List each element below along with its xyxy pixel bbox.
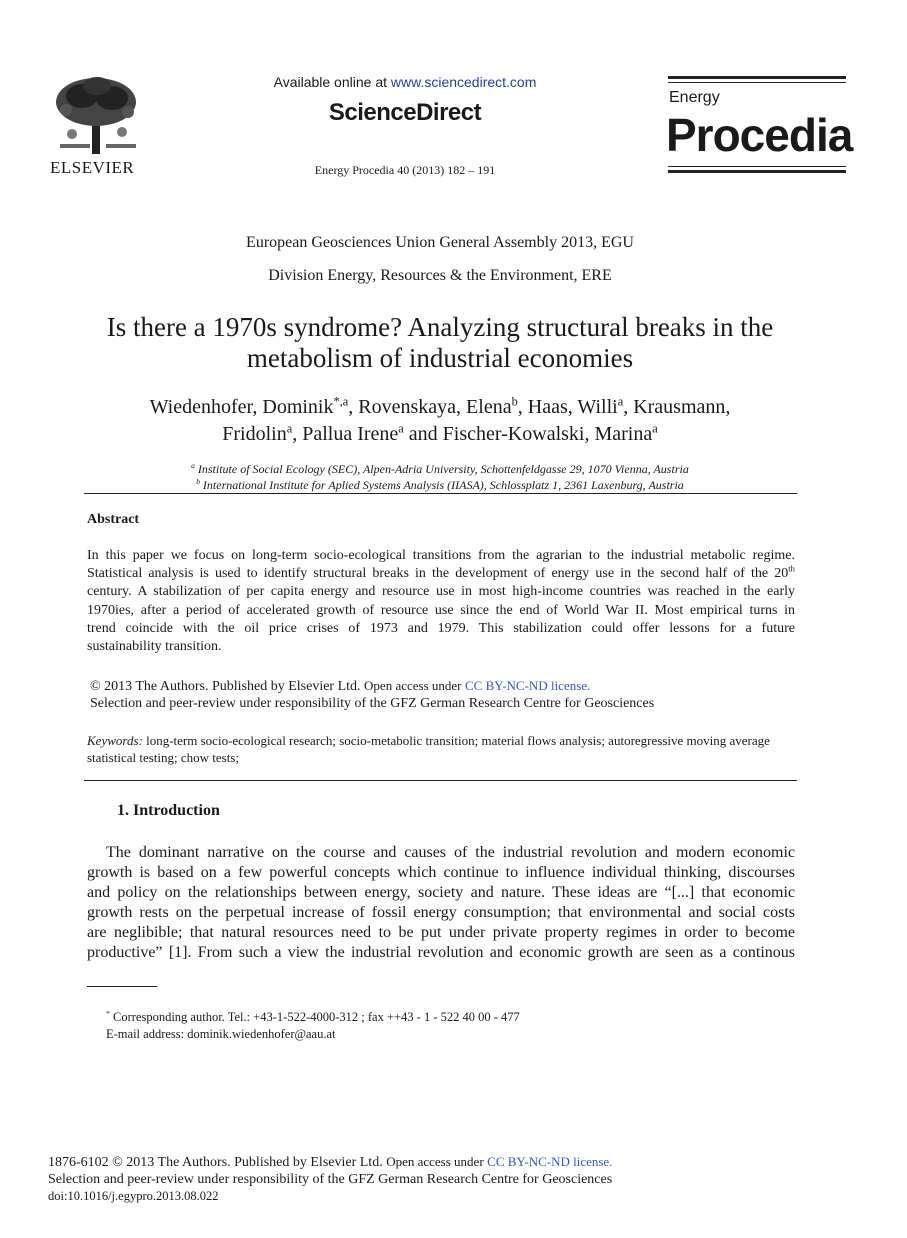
footnote-divider (87, 986, 157, 987)
abstract-line: trend coincide with the oil price crises of 1973 and 1979. This stabilization could offer lessons for a future (87, 620, 795, 636)
author-name: Pallua Irene (302, 423, 399, 445)
keywords-line-2: statistical testing; chow tests; (87, 749, 240, 765)
citation: Energy Procedia 40 (2013) 182 – 191 (314, 163, 496, 177)
author-name: Rovenskaya, Elena (358, 396, 512, 418)
paragraph-line: productive” [1]. From such a view the industrial revolution and economic growth are seen as a continous (87, 944, 795, 961)
author-line-2: Fridolin$^a$, Pallua Irene$^a$ and Fischer-Kowalski, Marina$^a$ (222, 421, 658, 445)
author-affiliation-marker: a (398, 421, 404, 436)
author-affiliation-marker: *,a (333, 394, 349, 409)
copyright-text: © 2013 The Authors. Published by Elsevier Ltd. (90, 679, 361, 694)
footer-license-link[interactable]: CC BY-NC-ND license. (487, 1154, 613, 1169)
procedia-rule-top-thin (668, 82, 846, 83)
abstract-line: In this paper we focus on long-term socio-ecological transitions from the agrarian to the industrial metabolic regime. (87, 548, 795, 563)
sciencedirect-logo: ScienceDirect (328, 99, 482, 126)
journal-small-title: Energy (669, 89, 720, 106)
sciencedirect-link[interactable]: www.sciencedirect.com (390, 74, 537, 90)
author-affiliation-marker: a (617, 394, 624, 409)
paragraph-line: are neglibible; that natural resources need to be put under private property regimes in order to become (87, 924, 795, 941)
footer-review: Selection and peer-review under responsibility of the GFZ German Research Centre for Geosciences (48, 1172, 613, 1187)
author-name: Wiedenhofer, Dominik (149, 396, 334, 418)
procedia-rule-bottom-thin (668, 166, 846, 167)
paragraph-line: The dominant narrative on the course and causes of the industrial revolution and modern economic (106, 844, 795, 861)
footer-issn: 1876-6102 © 2013 The Authors. Published by Elsevier Ltd. (48, 1155, 383, 1170)
footnote-corresponding: * Corresponding author. Tel.: +43-1-522-4000-312 ; fax ++43 - 1 - 522 40 00 - 477 (106, 1008, 520, 1024)
author-list (40, 394, 840, 448)
author-affiliation-marker: b (511, 394, 518, 409)
available-online (230, 74, 580, 90)
author-name: Fridolin (222, 423, 287, 445)
paragraph-line: and policy on the relationships between energy, society and nature. These ideas are “[...] that economic (87, 884, 795, 901)
procedia-rule-bottom (668, 170, 846, 173)
paper-title-line-1: Is there a 1970s syndrome? Analyzing structural breaks in the (106, 312, 774, 342)
author-affiliation-marker: a (652, 421, 658, 436)
keywords-line-1: Keywords: long-term socio-ecological research; socio-metabolic transition; material flows analysis; autoregressive moving average (87, 733, 770, 748)
license-link[interactable]: CC BY-NC-ND license. (465, 678, 591, 693)
elsevier-tree-logo (52, 74, 144, 158)
footnote (106, 1009, 520, 1043)
introduction-body (87, 843, 795, 963)
author-name: and Fischer-Kowalski, Marina (408, 423, 653, 445)
author-affiliation-marker: a (286, 421, 293, 436)
peer-review-line: Selection and peer-review under responsibility of the GFZ German Research Centre for Geosciences (90, 696, 655, 711)
abstract-line: century. A stabilization of per capita energy and resource use in most high-income countries was reached in the early (87, 584, 795, 600)
abstract-divider (84, 780, 797, 781)
journal-large-title: Procedia (666, 109, 853, 161)
available-online-prefix: Available online at (273, 74, 387, 90)
affiliation-b: $^b$ International Institute for Aplied Systems Analysis (IIASA), Schlossplatz 1, 2361 Laxenburg, Austria (196, 477, 684, 492)
header-divider (84, 493, 797, 494)
abstract-body (87, 547, 795, 656)
open-access-text: Open access under (364, 678, 462, 693)
footnote-email: E-mail address: dominik.wiedenhofer@aau.at (106, 1027, 336, 1041)
copyright-line (90, 677, 654, 695)
paragraph-line: growth rests on the perpetual increase of fossil energy consumption; that environmental and social costs (87, 904, 795, 921)
page-footer (48, 1153, 612, 1205)
keywords (87, 733, 797, 766)
conference-line-1: European Geosciences Union General Assembly 2013, EGU (246, 234, 634, 251)
copyright-block (90, 677, 654, 712)
abstract-line: 1970ies, after a period of accelerated growth of resource use since the end of World War II. Most empirical turns in (87, 602, 795, 618)
author-name: Haas, Willi (527, 396, 618, 418)
conference-line-2: Division Energy, Resources & the Environment, ERE (268, 267, 612, 284)
publisher-name: ELSEVIER (50, 158, 135, 177)
abstract-line: sustainability transition. (87, 639, 222, 655)
abstract-line: Statistical analysis is used to identify structural breaks in the development of energy use in the second half of the 20th (87, 563, 795, 582)
author-name: Krausmann, (633, 396, 731, 418)
procedia-rule-top (668, 76, 846, 79)
abstract-heading: Abstract (87, 512, 140, 527)
paragraph-line: growth is based on a few powerful concepts which continue to influence individual thinking, discourses (87, 864, 795, 881)
footer-issn-line (48, 1153, 612, 1171)
author-line-1: Wiedenhofer, Dominik$^{*,a}$, Rovenskaya, Elena$^b$, Haas, Willi$^a$, Krausmann, (149, 394, 731, 418)
footer-doi: doi:10.1016/j.egypro.2013.08.022 (48, 1189, 219, 1203)
footer-open-access: Open access under (386, 1154, 484, 1169)
paper-title-line-2: metabolism of industrial economies (246, 343, 634, 373)
keywords-label: Keywords: (87, 733, 143, 748)
introduction-heading: 1. Introduction (117, 802, 220, 819)
paper-title (40, 312, 840, 374)
affiliations (80, 461, 800, 493)
affiliation-a: $^a$ Institute of Social Ecology (SEC), Alpen-Adria University, Schottenfeldgasse 29, 1070 Vienna, Austria (191, 461, 689, 476)
